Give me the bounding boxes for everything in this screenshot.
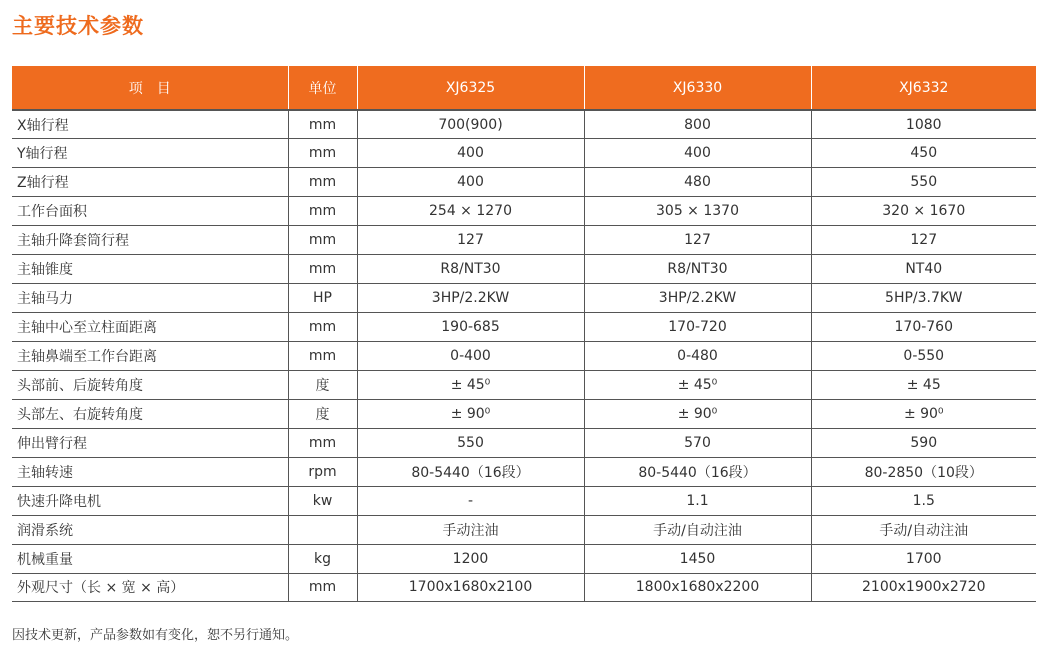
- cell-xj6332: ± 45: [811, 370, 1036, 399]
- cell-xj6330: R8/NT30: [584, 255, 811, 284]
- cell-item: 外观尺寸（长 × 宽 × 高）: [12, 573, 288, 602]
- cell-xj6330: 127: [584, 226, 811, 255]
- cell-xj6325: 400: [357, 139, 584, 168]
- cell-item: Z轴行程: [12, 168, 288, 197]
- header-row: [12, 66, 1036, 110]
- cell-xj6330: 3HP/2.2KW: [584, 284, 811, 313]
- table-row: [12, 226, 1036, 255]
- cell-item: 主轴锥度: [12, 255, 288, 284]
- spec-table: [12, 66, 1036, 602]
- cell-xj6325: 80-5440（16段）: [357, 457, 584, 486]
- cell-xj6332: 0-550: [811, 342, 1036, 371]
- cell-unit: mm: [288, 139, 357, 168]
- table-row: [12, 573, 1036, 602]
- cell-xj6325: 手动注油: [357, 515, 584, 544]
- cell-xj6332: 127: [811, 226, 1036, 255]
- cell-unit: mm: [288, 168, 357, 197]
- cell-xj6330: 80-5440（16段）: [584, 457, 811, 486]
- cell-xj6325: ± 45⁰: [357, 370, 584, 399]
- cell-unit: mm: [288, 573, 357, 602]
- cell-xj6332: 320 × 1670: [811, 197, 1036, 226]
- table-row: [12, 168, 1036, 197]
- cell-xj6330: 570: [584, 428, 811, 457]
- cell-xj6325: ± 90⁰: [357, 399, 584, 428]
- cell-unit: mm: [288, 255, 357, 284]
- cell-xj6325: 3HP/2.2KW: [357, 284, 584, 313]
- cell-xj6325: R8/NT30: [357, 255, 584, 284]
- cell-item: 主轴鼻端至工作台距离: [12, 342, 288, 371]
- table-row: [12, 399, 1036, 428]
- table-row: [12, 486, 1036, 515]
- cell-xj6330: 480: [584, 168, 811, 197]
- cell-unit: mm: [288, 313, 357, 342]
- cell-xj6332: 手动/自动注油: [811, 515, 1036, 544]
- spec-table-header: [12, 66, 1036, 110]
- cell-item: 伸出臂行程: [12, 428, 288, 457]
- header-item: 项 目: [12, 66, 288, 110]
- cell-xj6332: 450: [811, 139, 1036, 168]
- table-row: [12, 197, 1036, 226]
- cell-item: 机械重量: [12, 544, 288, 573]
- cell-xj6325: 550: [357, 428, 584, 457]
- cell-xj6330: 手动/自动注油: [584, 515, 811, 544]
- cell-unit: mm: [288, 226, 357, 255]
- cell-xj6332: 1.5: [811, 486, 1036, 515]
- cell-xj6330: 170-720: [584, 313, 811, 342]
- table-row: [12, 139, 1036, 168]
- cell-item: 头部前、后旋转角度: [12, 370, 288, 399]
- table-row: [12, 313, 1036, 342]
- cell-xj6332: 170-760: [811, 313, 1036, 342]
- table-row: [12, 428, 1036, 457]
- cell-unit: 度: [288, 370, 357, 399]
- table-row: [12, 544, 1036, 573]
- cell-unit: rpm: [288, 457, 357, 486]
- cell-xj6330: 1800x1680x2200: [584, 573, 811, 602]
- cell-xj6330: 800: [584, 110, 811, 139]
- cell-xj6330: 0-480: [584, 342, 811, 371]
- cell-xj6330: ± 90⁰: [584, 399, 811, 428]
- cell-xj6330: ± 45⁰: [584, 370, 811, 399]
- cell-xj6332: 80-2850（10段）: [811, 457, 1036, 486]
- cell-item: X轴行程: [12, 110, 288, 139]
- cell-unit: kg: [288, 544, 357, 573]
- cell-xj6332: 550: [811, 168, 1036, 197]
- cell-unit: 度: [288, 399, 357, 428]
- cell-xj6325: -: [357, 486, 584, 515]
- spec-table-body: [12, 110, 1036, 602]
- cell-item: 工作台面积: [12, 197, 288, 226]
- cell-xj6330: 400: [584, 139, 811, 168]
- cell-item: 主轴中心至立柱面距离: [12, 313, 288, 342]
- table-row: [12, 255, 1036, 284]
- cell-item: 快速升降电机: [12, 486, 288, 515]
- cell-unit: HP: [288, 284, 357, 313]
- cell-item: 头部左、右旋转角度: [12, 399, 288, 428]
- page-title: 主要技术参数: [12, 14, 144, 38]
- cell-unit: mm: [288, 197, 357, 226]
- cell-unit: kw: [288, 486, 357, 515]
- cell-xj6332: 1700: [811, 544, 1036, 573]
- cell-xj6325: 1700x1680x2100: [357, 573, 584, 602]
- cell-unit: mm: [288, 342, 357, 371]
- cell-item: 润滑系统: [12, 515, 288, 544]
- cell-xj6325: 127: [357, 226, 584, 255]
- header-model-xj6332: XJ6332: [811, 66, 1036, 110]
- cell-xj6332: NT40: [811, 255, 1036, 284]
- cell-xj6332: 1080: [811, 110, 1036, 139]
- cell-item: Y轴行程: [12, 139, 288, 168]
- table-row: [12, 110, 1036, 139]
- disclaimer-note: 因技术更新，产品参数如有变化，恕不另行通知。: [12, 628, 299, 643]
- cell-xj6325: 254 × 1270: [357, 197, 584, 226]
- cell-item: 主轴马力: [12, 284, 288, 313]
- cell-unit: mm: [288, 428, 357, 457]
- table-row: [12, 284, 1036, 313]
- cell-unit: mm: [288, 110, 357, 139]
- table-row: [12, 515, 1036, 544]
- cell-xj6332: 5HP/3.7KW: [811, 284, 1036, 313]
- cell-xj6332: 590: [811, 428, 1036, 457]
- cell-unit: [288, 515, 357, 544]
- cell-xj6325: 400: [357, 168, 584, 197]
- header-model-xj6325: XJ6325: [357, 66, 584, 110]
- cell-xj6325: 190-685: [357, 313, 584, 342]
- cell-xj6325: 700(900): [357, 110, 584, 139]
- cell-item: 主轴升降套筒行程: [12, 226, 288, 255]
- table-row: [12, 342, 1036, 371]
- cell-xj6332: 2100x1900x2720: [811, 573, 1036, 602]
- header-model-xj6330: XJ6330: [584, 66, 811, 110]
- cell-xj6325: 1200: [357, 544, 584, 573]
- cell-xj6325: 0-400: [357, 342, 584, 371]
- table-row: [12, 457, 1036, 486]
- cell-item: 主轴转速: [12, 457, 288, 486]
- table-row: [12, 370, 1036, 399]
- header-unit: 单位: [288, 66, 357, 110]
- cell-xj6330: 1.1: [584, 486, 811, 515]
- cell-xj6330: 305 × 1370: [584, 197, 811, 226]
- cell-xj6330: 1450: [584, 544, 811, 573]
- cell-xj6332: ± 90⁰: [811, 399, 1036, 428]
